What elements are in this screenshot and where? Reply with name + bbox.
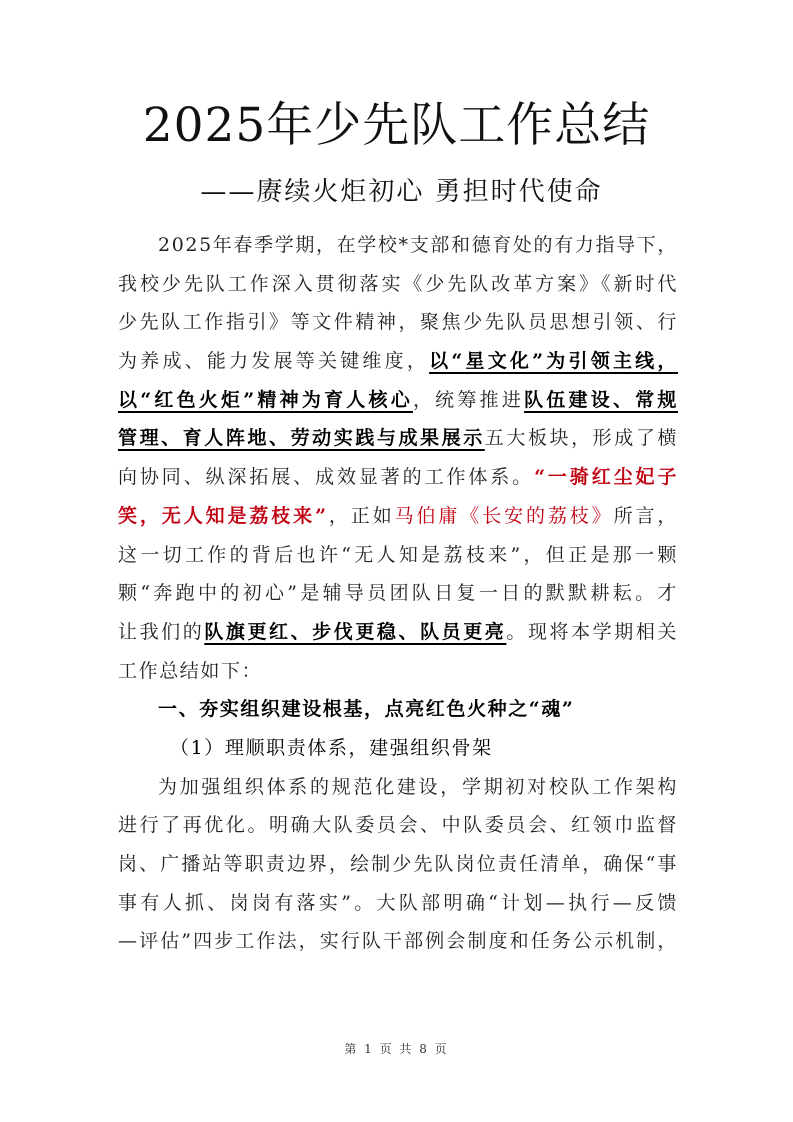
underlined-emphasis: 队伍建设、常规 [524, 388, 678, 411]
intro-line [118, 652, 678, 691]
text-run: 工作总结如下： [118, 659, 263, 682]
intro-line [118, 613, 678, 652]
section-1-line: 岗、广播站等职责边界，绘制少先队岗位责任清单，确保“事 [118, 853, 678, 875]
intro-line [118, 419, 678, 458]
intro-line [118, 303, 678, 342]
section-1-line: —评估”四步工作法，实行队干部例会制度和任务公示机制， [118, 930, 678, 953]
red-quote: 马伯庸《长安的荔枝》 [394, 504, 614, 527]
text-run: 向协同、纵深拓展、成效显著的工作体系。 [118, 466, 535, 489]
page-number-footer: 第 1 页 共 8 页 [344, 1042, 449, 1056]
text-run: 我校少先队工作深入贯彻落实《少先队改革方案》《新时代 [118, 272, 678, 295]
intro-line [118, 497, 678, 536]
intro-line [118, 574, 678, 613]
document-subtitle: ——赓续火炬初心 勇担时代使命 [200, 177, 603, 207]
section-heading-1: 一、夯实组织建设根基，点亮红色火种之“魂” [158, 698, 575, 721]
intro-paragraph [118, 226, 678, 690]
text-run: 让我们的 [118, 620, 205, 643]
text-run: 所言， [613, 504, 678, 527]
underlined-emphasis: 管理、育人阵地、劳动实践与成果展示 [118, 427, 485, 450]
text-run: 这一切工作的背后也许“无人知是荔枝来”，但正是那一颗 [118, 543, 678, 566]
red-quote: 笑，无人知是荔枝来” [118, 504, 328, 527]
section-1-paragraph [118, 768, 678, 961]
document-title: 2025年少先队工作总结 [142, 98, 651, 153]
intro-line [118, 342, 678, 381]
text-run: 五大板块，形成了横 [484, 427, 679, 450]
red-quote: “一骑红尘妃子 [534, 466, 678, 489]
text-run: 为养成、能力发展等关键维度， [118, 350, 430, 373]
intro-line [118, 226, 678, 265]
text-run: ，统筹推进 [412, 388, 525, 411]
text-run: 2025年春季学期，在学校*支部和德育处的有力指导下， [158, 234, 678, 256]
document-body [118, 226, 678, 961]
text-run: 颗“奔跑中的初心”是辅导员团队日复一日的默默耕耘。才 [118, 582, 678, 605]
intro-line [118, 265, 678, 304]
section-1-line: 为加强组织体系的规范化建设，学期初对校队工作架构 [158, 775, 678, 798]
text-run: ，正如 [327, 504, 395, 527]
intro-line [118, 381, 678, 420]
section-1-line: 进行了再优化。明确大队委员会、中队委员会、红领巾监督 [118, 814, 678, 837]
text-run: 少先队工作指引》等文件精神，聚焦少先队员思想引领、行 [118, 311, 678, 334]
underlined-emphasis: 以“星文化”为引领主线， [429, 350, 679, 373]
intro-line [118, 536, 678, 575]
text-run: 。现将本学期相关 [506, 620, 679, 643]
intro-line [118, 458, 678, 497]
section-1-line: 事有人抓、岗岗有落实”。大队部明确“计划—执行—反馈 [118, 891, 678, 914]
subsection-heading-1-1: （1）理顺职责体系，建强组织骨架 [170, 736, 493, 759]
underlined-emphasis: 队旗更红、步伐更稳、队员更亮 [204, 620, 507, 643]
underlined-emphasis: 以“红色火炬”精神为育人核心 [118, 388, 413, 411]
